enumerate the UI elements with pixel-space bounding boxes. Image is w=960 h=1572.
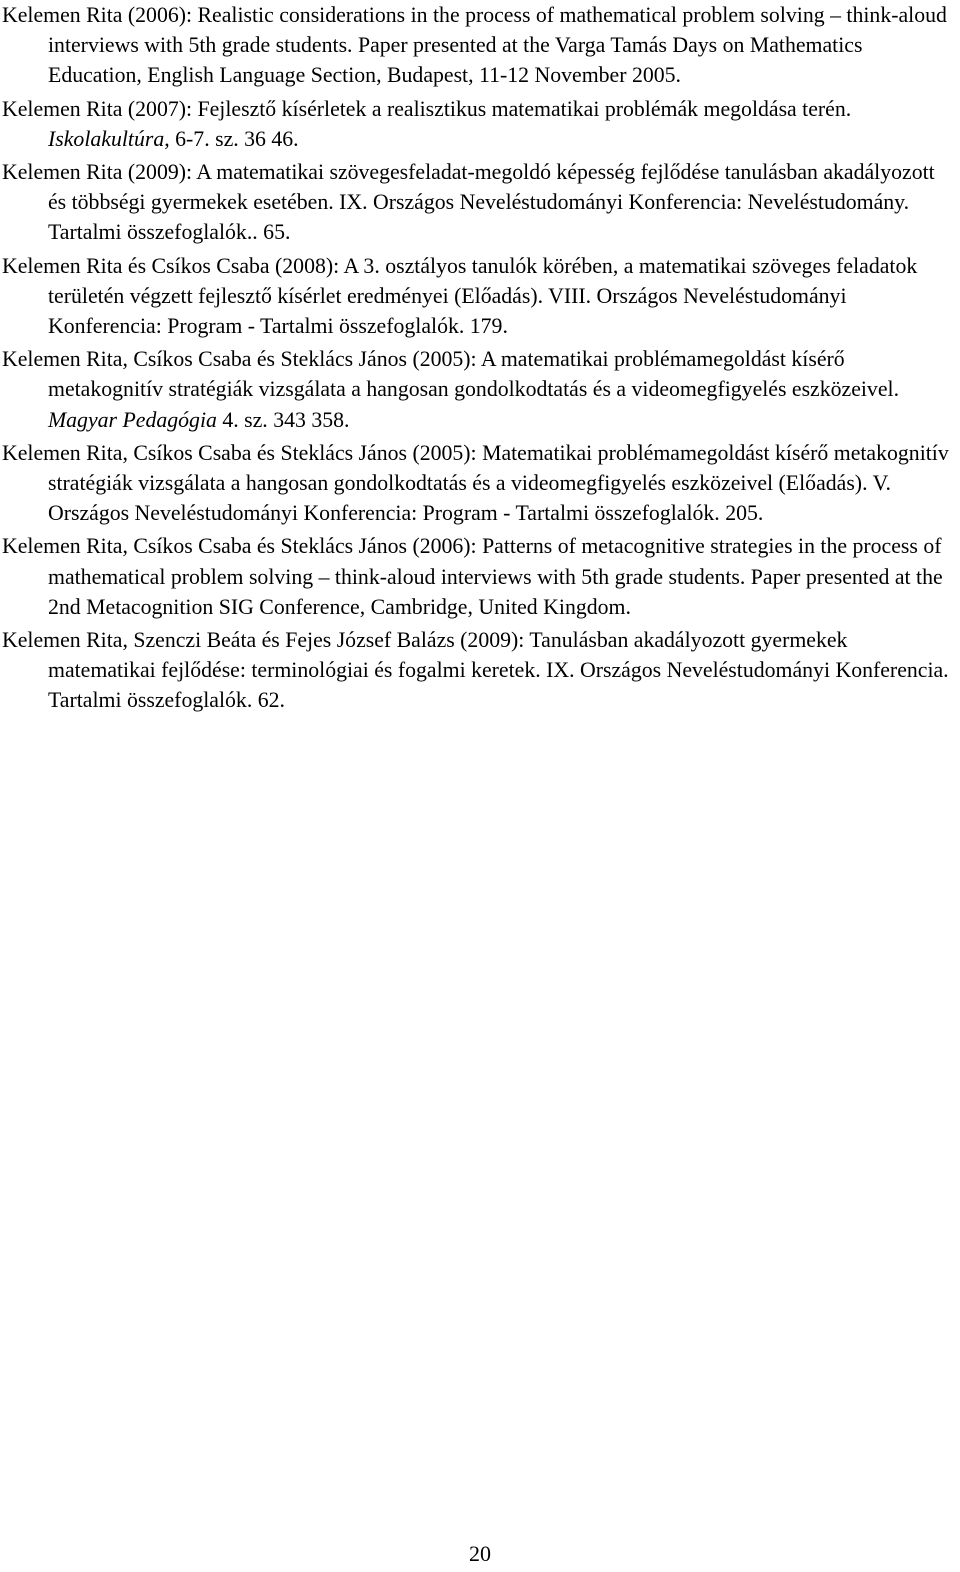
reference-entry [2, 0, 956, 91]
reference-text: Kelemen Rita, Csíkos Csaba és Steklács János (2005): Matematikai problémamegoldást kísérő metakognitív stratégiák vizsgálata a hangosan gondolkodtatás és a videomegfigyelés eszközeivel (Előadás). V. Országos Neveléstudományi Konferencia: Program - Tartalmi összefoglalók. 205. [2, 440, 955, 526]
reference-entry [2, 438, 956, 529]
reference-text: Kelemen Rita, Csíkos Csaba és Steklács János (2005): A matematikai problémamegoldást kísérő metakognitív stratégiák vizsgálata a hangosan gondolkodtatás és a videomegfigyelés eszközeivel. [2, 347, 905, 402]
reference-entry [2, 94, 956, 154]
reference-text: , 6-7. sz. 36 46. [164, 126, 299, 151]
reference-text: Kelemen Rita (2006): Realistic considerations in the process of mathematical problem solving – think-aloud interviews with 5th grade students. Paper presented at the Varga Tamás Days on Mathematics Education, English Language Section, Budapest, 11-12 November 2005. [2, 3, 953, 88]
reference-title-italic: Iskolakultúra [48, 126, 165, 151]
reference-entry [2, 625, 956, 716]
reference-entry [2, 344, 956, 435]
reference-text: Kelemen Rita (2009): A matematikai szövegesfeladat-megoldó képesség fejlődése tanulásban akadályozott és többségi gyermekek esetében. IX. Országos Neveléstudományi Konferencia: Neveléstudomány. Tartalmi összefoglalók.. 65. [2, 160, 941, 245]
reference-text: Kelemen Rita, Szenczi Beáta és Fejes József Balázs (2009): Tanulásban akadályozott gyermekek matematikai fejlődése: terminológiai és fogalmi keretek. IX. Országos Neveléstudományi Konferencia. Tartalmi összefoglalók. 62. [2, 628, 954, 713]
reference-text: Kelemen Rita és Csíkos Csaba (2008): A 3. osztályos tanulók körében, a matematikai szöveges feladatok területén végzett fejlesztő kísérlet eredményei (Előadás). VIII. Országos Neveléstudományi Konferencia: Program - Tartalmi összefoglalók. 179. [2, 253, 923, 339]
reference-text: Kelemen Rita (2007): Fejlesztő kísérletek a realisztikus matematikai problémák megoldása terén. [2, 96, 857, 121]
reference-entry [2, 157, 956, 248]
reference-title-italic: Magyar Pedagógia [48, 407, 217, 432]
page-number: 20 [469, 1541, 491, 1566]
reference-list [2, 0, 956, 719]
reference-text: Kelemen Rita, Csíkos Csaba és Steklács János (2006): Patterns of metacognitive strategies in the process of mathematical problem solving – think-aloud interviews with 5th grade students. Paper presented at the 2nd Metacognition SIG Conference, Cambridge, United Kingdom. [2, 534, 949, 619]
reference-text: 4. sz. 343 358. [216, 407, 350, 432]
reference-entry [2, 531, 956, 622]
reference-entry [2, 251, 956, 342]
